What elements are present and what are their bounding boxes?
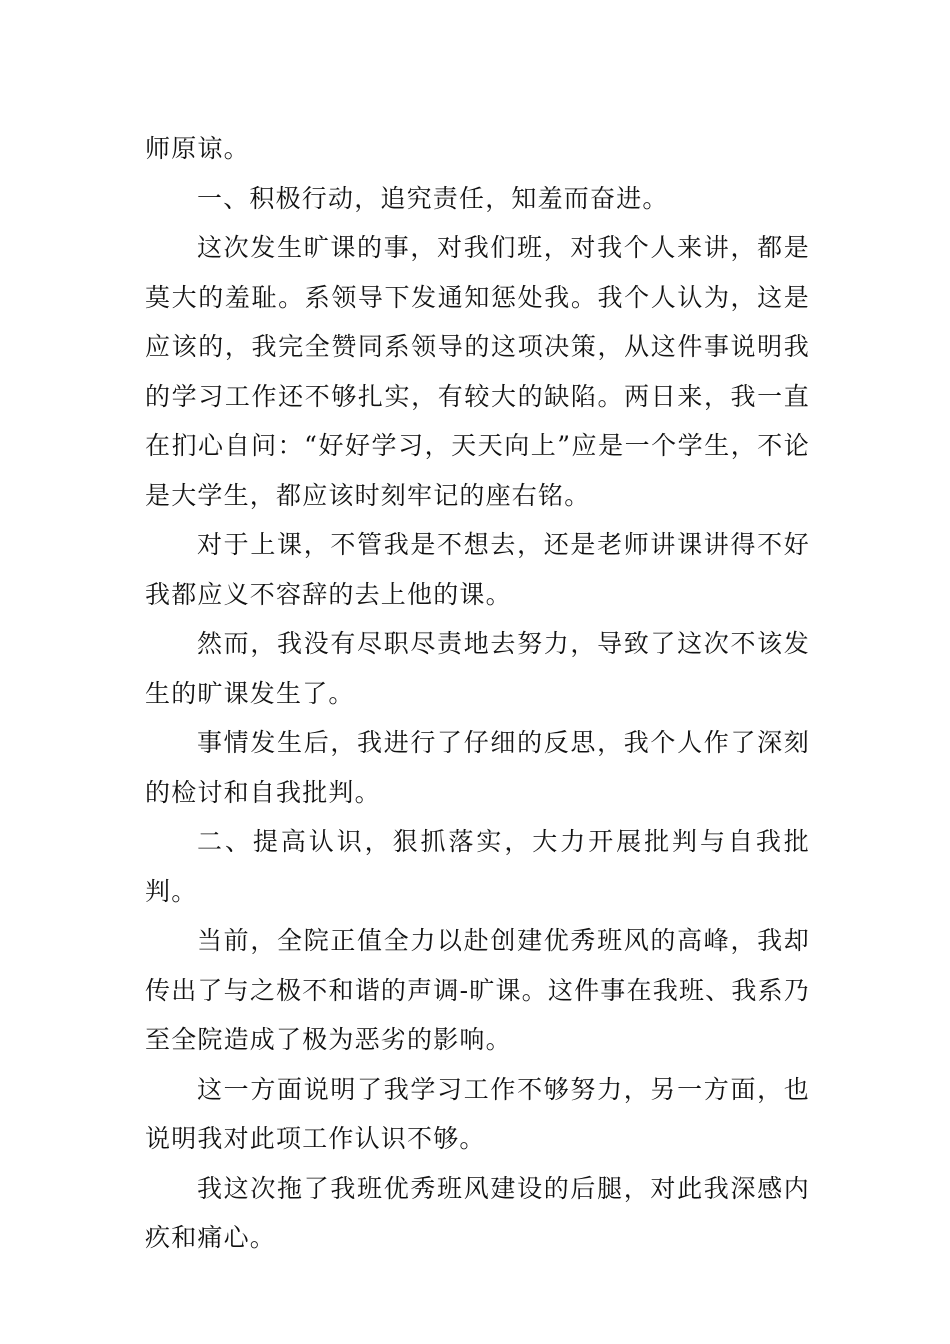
paragraph-4: 对于上课，不管我是不想去，还是老师讲课讲得不好我都应义不容辞的去上他的课。 xyxy=(145,530,810,609)
paragraph-10: 我这次拖了我班优秀班风建设的后腿，对此我深感内疚和痛心。 xyxy=(145,1173,810,1252)
paragraph-2-heading-one: 一、积极行动，追究责任，知羞而奋进。 xyxy=(197,183,669,213)
document-body xyxy=(145,124,810,1263)
paragraph-7-heading-two: 二、提高认识，狠抓落实，大力开展批判与自我批判。 xyxy=(145,827,810,906)
paragraph-1: 师原谅。 xyxy=(145,134,250,163)
paragraph-5: 然而，我没有尽职尽责地去努力，导致了这次不该发生的旷课发生了。 xyxy=(145,629,810,708)
paragraph-3: 这次发生旷课的事，对我们班，对我个人来讲，都是莫大的羞耻。系领导下发通知惩处我。我个人认为，这是应该的，我完全赞同系领导的这项决策，从这件事说明我的学习工作还不够扎实，有较大的缺陷。两日来，我一直在扪心自问：“好好学习，天天向上”应是一个学生，不论是大学生，都应该时刻牢记的座右铭。 xyxy=(145,233,810,510)
paragraph-8: 当前，全院正值全力以赴创建优秀班风的高峰，我却传出了与之极不和谐的声调-旷课。这件事在我班、我系乃至全院造成了极为恶劣的影响。 xyxy=(145,926,810,1054)
paragraph-6: 事情发生后，我进行了仔细的反思，我个人作了深刻的检讨和自我批判。 xyxy=(145,728,810,807)
paragraph-9: 这一方面说明了我学习工作不够努力，另一方面，也说明我对此项工作认识不够。 xyxy=(145,1074,810,1153)
